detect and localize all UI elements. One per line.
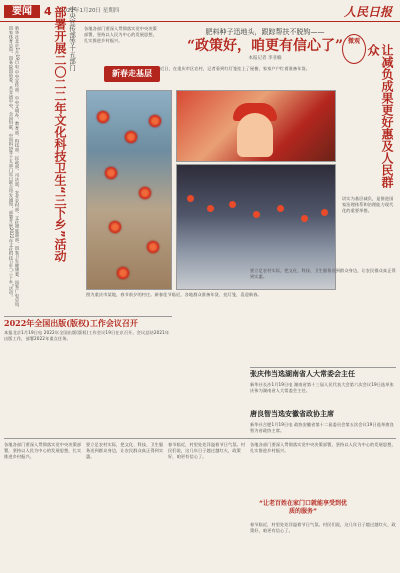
top-body-text: 各地各部门要深入贯彻落实党中央决策部署，坚持以人民为中心的发展思想，扎实推进乡村振兴。 [84,26,157,43]
lantern-icon [277,205,284,212]
child-figure [237,113,273,157]
masthead-logo: 人民日报 [343,5,392,19]
conference-body: 本报北京1月19日电 2022年全国出版(版权)工作会议19日在京召开。会议总结2021年出版工作，部署2022年重点任务。 [4,330,170,341]
commentary-tag: 微观 [342,34,366,64]
bottom-body-3: 春节临近，村里处处洋溢着节日气氛。村民们说，这几年日子越过越红火，政策好，咱更有信心了。 [168,442,246,459]
photo-caption: 图为重庆市某地，春节前夕的村庄。新春佳节临近，各地群众准备年货、挂灯笼，喜迎新春。 [86,292,262,297]
feature-byline: 本报记者 李亚楠 [248,56,282,61]
left-story-headline: 部署开展二〇二二年文化科技卫生“三下乡”活动 [53,6,67,262]
bottom-body-1: 各地各部门要深入贯彻落实党中央决策部署，坚持以人民为中心的发展思想，扎实推进乡村振兴。 [4,442,82,459]
lantern-icon [187,195,194,202]
feature-title: “政策好，咱更有信心了” [186,38,344,54]
lantern-photo [86,90,172,290]
divider [250,367,396,368]
lantern-icon [125,131,137,143]
bottom-body-4: 各地各部门要深入贯彻落实党中央决策部署，坚持以人民为中心的发展思想，扎实推进乡村振兴。 [250,442,396,453]
lantern-icon [139,187,151,199]
right-story-headline: 让减负成果更好惠及人民群众 [366,44,394,188]
conference-headline: 2022年全国出版(版权)工作会议召开 [4,318,138,328]
lantern-icon [149,115,161,127]
brief-body: 新华社合肥1月19日电 政协安徽省第十二届委员会第五次会议19日选举唐良智为省政协主席。 [250,422,394,433]
bottom-body-5: 春节临近，村里处处洋溢着节日气氛。村民们说，这几年日子越过越红火，政策好，咱更有信心了。 [250,522,396,533]
left-story-body: 新华社北京1月19日电 中央宣传部、中央文明办、教育部、科技部、民政部、司法部、农业农村部、文化和旅游部、国家卫生健康委、国家广电总局、国家体育总局、国务院国资委、共青团中央、全国妇联、中国科协等十五部门近日联合印发通知，部署开展2022年文化科技卫生“三下乡”活动。 [9,26,20,311]
lantern-icon [207,205,214,212]
pull-quote: “让老百姓在家门口就能享受到优质的服务” [259,500,347,515]
lantern-icon [109,221,121,233]
page-number: 4 [44,5,52,18]
brief-headline: 唐良智当选安徽省政协主席 [250,410,334,418]
issue-date: 2022年1月20日 星期四 [60,8,120,14]
lantern-icon [229,201,236,208]
lantern-icon [117,267,129,279]
divider [4,438,396,439]
feature-body: 近日，在重庆市区农村，记者看到红灯笼挂上了屋檐，家家户户忙着准备年货。 [160,66,311,71]
section-label: 要闻 [4,5,40,18]
bottom-body-2: 要立足农村实际，把文化、科技、卫生服务送到群众身边，让农民群众真正得到实惠。 [86,442,164,459]
lantern-icon [147,241,159,253]
right-story-body: 切实为基层减负，是推进国家治理体系和治理能力现代化的重要举措。 [342,196,394,213]
lantern-icon [301,215,308,222]
feature-kicker: 肥料种子迅地头，跟踪帮扶不脱钩—— [205,28,325,36]
left-story-kicker: 中央宣传部等十五部门 [68,6,76,71]
new-year-badge: 新春走基层 [104,66,160,82]
right-lower-body: 要立足农村实际，把文化、科技、卫生服务送到群众身边，让农民群众真正得到实惠。 [250,268,396,279]
divider [4,316,172,317]
lantern-icon [105,167,117,179]
brief-headline: 张庆伟当选湖南省人大常委会主任 [250,370,355,378]
brief-body: 新华社长沙1月19日电 湖南省第十三届人民代表大会第六次会议19日选举张庆伟为湖南省人大常委会主任。 [250,382,394,393]
lantern-icon [97,111,109,123]
lantern-icon [321,209,328,216]
lantern-icon [253,211,260,218]
child-photo [176,90,336,162]
